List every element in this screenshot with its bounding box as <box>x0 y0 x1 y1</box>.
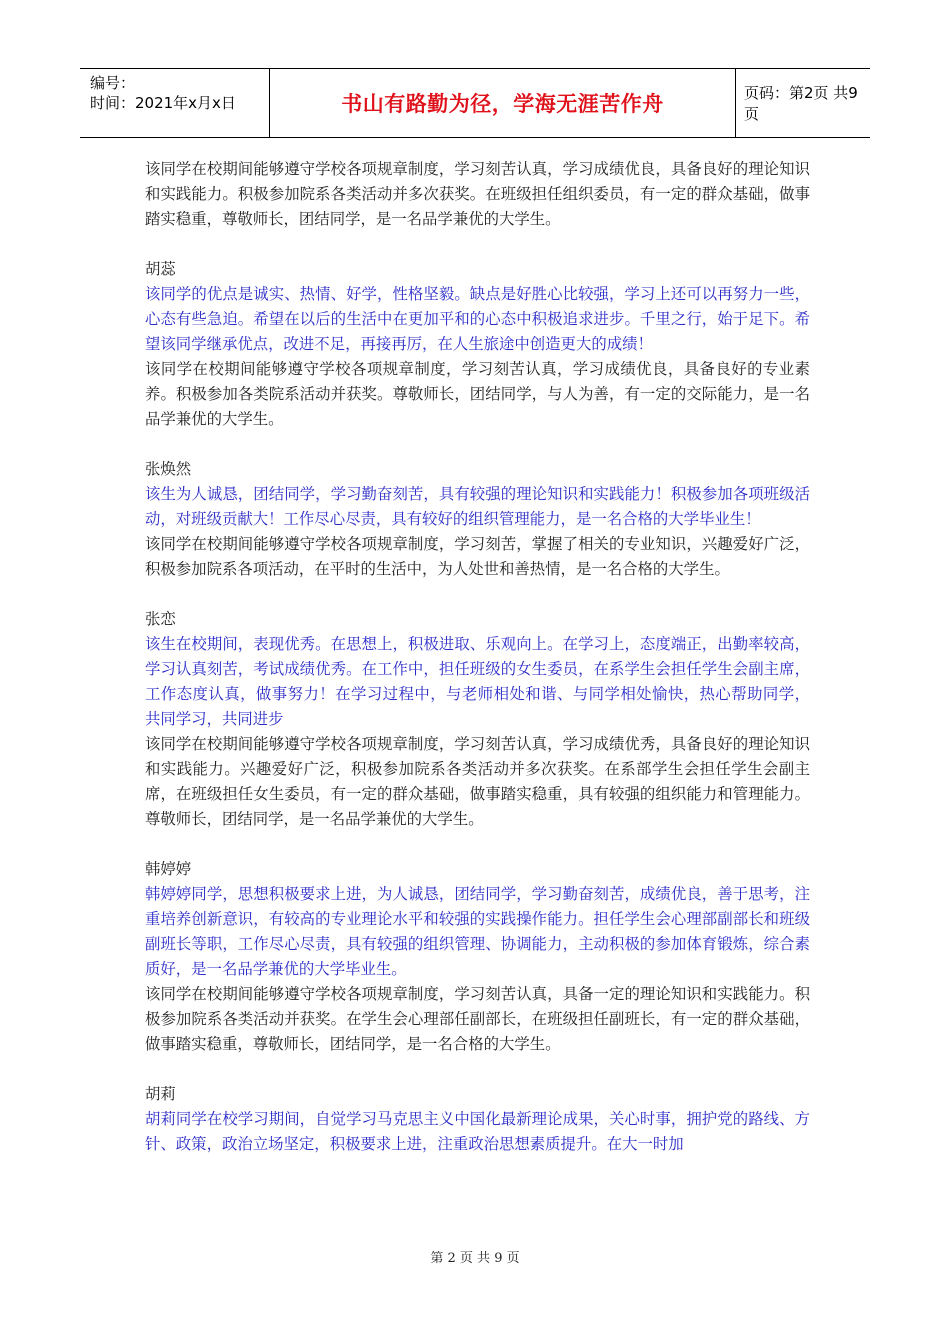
student-name: 韩婷婷 <box>145 860 192 878</box>
student-name: 胡蕊 <box>145 260 176 278</box>
page-header <box>80 68 870 138</box>
evaluation-block <box>145 607 810 832</box>
school-evaluation-text: 该同学在校期间能够遵守学校各项规章制度，学习刻苦认真，具备一定的理论知识和实践能力。积极参加院系各类活动并获奖。在学生会心理部任副部长，在班级担任副班长，有一定的群众基础，做事踏实稳重，尊敬师长，团结同学，是一名合格的大学生。 <box>145 985 810 1053</box>
student-name: 胡莉 <box>145 1085 176 1103</box>
evaluation-block <box>145 857 810 1057</box>
evaluation-block <box>145 257 810 432</box>
student-name: 张焕然 <box>145 460 192 478</box>
school-evaluation-text: 该同学在校期间能够遵守学校各项规章制度，学习刻苦认真，学习成绩优秀，具备良好的理论知识和实践能力。兴趣爱好广泛，积极参加院系各类活动并多次获奖。在系部学生会担任学生会副主席，在班级担任女生委员，有一定的群众基础，做事踏实稳重，具有较强的组织能力和管理能力。尊敬师长，团结同学，是一名品学兼优的大学生。 <box>145 735 810 828</box>
school-evaluation-text: 该同学在校期间能够遵守学校各项规章制度，学习刻苦，掌握了相关的专业知识，兴趣爱好广泛，积极参加院系各项活动，在平时的生活中，为人处世和善热情，是一名合格的大学生。 <box>145 535 810 578</box>
evaluation-block <box>145 457 810 582</box>
date-label: 时间：2021年x月x日 <box>90 94 236 112</box>
header-motto: 书山有路勤为径，学海无涯苦作舟 <box>270 69 736 137</box>
page-footer: 第 2 页 共 9 页 <box>430 1251 520 1266</box>
number-label: 编号： <box>90 74 136 92</box>
student-name: 张恋 <box>145 610 176 628</box>
evaluation-block <box>145 157 810 232</box>
teacher-comment-text: 该生在校期间，表现优秀。在思想上，积极进取、乐观向上。在学习上，态度端正，出勤率较高，学习认真刻苦，考试成绩优秀。在工作中，担任班级的女生委员，在系学生会担任学生会副主席，工作态度认真，做事努力！在学习过程中，与老师相处和谐、与同学相处愉快，热心帮助同学， 共同学习，共同进步 <box>145 635 810 728</box>
teacher-comment-text: 该生为人诚恳，团结同学，学习勤奋刻苦，具有较强的理论知识和实践能力！积极参加各项班级活动，对班级贡献大！工作尽心尽责，具有较好的组织管理能力，是一名合格的大学毕业生！ <box>145 485 810 528</box>
teacher-comment-text: 该同学的优点是诚实、热情、好学，性格坚毅。缺点是好胜心比较强，学习上还可以再努力一些，心态有些急迫。希望在以后的生活中在更加平和的心态中积极追求进步。千里之行，始于足下。希望该同学继承优点，改进不足，再接再厉，在人生旅途中创造更大的成绩！ <box>145 285 810 353</box>
teacher-comment-text: 韩婷婷同学，思想积极要求上进，为人诚恳，团结同学，学习勤奋刻苦，成绩优良，善于思考，注重培养创新意识，有较高的专业理论水平和较强的实践操作能力。担任学生会心理部副部长和班级副班长等职，工作尽心尽责，具有较强的组织管理、协调能力，主动积极的参加体育锻炼，综合素质好，是一名品学兼优的大学毕业生。 <box>145 885 810 978</box>
school-evaluation-text: 该同学在校期间能够遵守学校各项规章制度，学习刻苦认真，学习成绩优良，具备良好的专业素养。积极参加各类院系活动并获奖。尊敬师长，团结同学，与人为善，有一定的交际能力，是一名品学兼优的大学生。 <box>145 360 810 428</box>
header-meta <box>80 69 270 137</box>
document-body <box>145 157 810 1157</box>
teacher-comment-text: 胡莉同学在校学习期间，自觉学习马克思主义中国化最新理论成果，关心时事，拥护党的路线、方针、政策，政治立场坚定，积极要求上进，注重政治思想素质提升。在大一时加 <box>145 1110 810 1153</box>
school-evaluation-text: 该同学在校期间能够遵守学校各项规章制度，学习刻苦认真，学习成绩优良，具备良好的理论知识和实践能力。积极参加院系各类活动并多次获奖。在班级担任组织委员，有一定的群众基础，做事踏实稳重，尊敬师长，团结同学，是一名品学兼优的大学生。 <box>145 160 810 228</box>
evaluation-block <box>145 1082 810 1157</box>
header-page-label: 页码：第2页 共9页 <box>744 84 858 123</box>
